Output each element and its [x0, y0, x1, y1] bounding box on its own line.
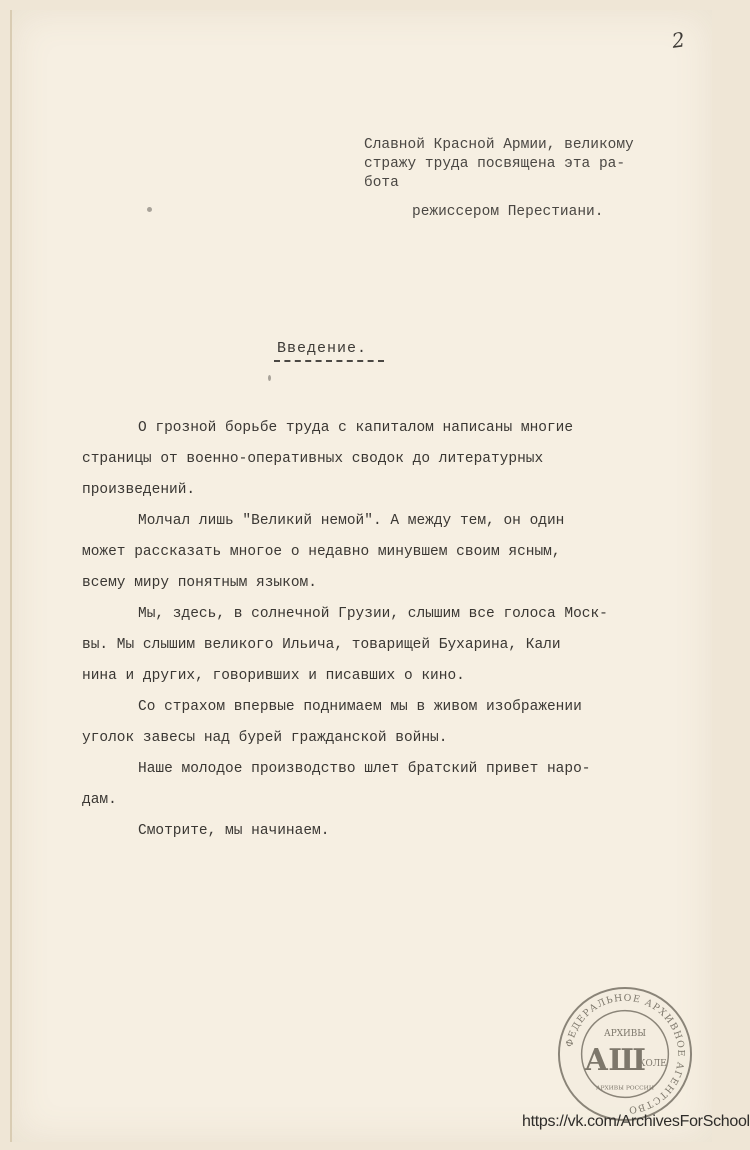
- body-line: О грозной борьбе труда с капиталом написаны многие: [138, 420, 574, 436]
- archive-stamp: [556, 985, 694, 1123]
- body-line: может рассказать многое о недавно минувшем своим ясным,: [82, 544, 561, 560]
- body-line: уголок завесы над бурей гражданской войны.: [82, 730, 448, 746]
- stamp-monogram: АШ: [584, 1041, 646, 1077]
- ink-speck: [268, 375, 271, 381]
- body-line: дам.: [82, 792, 117, 808]
- dedication-signature: режиссером Перестиани.: [412, 204, 604, 220]
- body-line: Со страхом впервые поднимаем мы в живом изображении: [138, 699, 582, 715]
- stamp-ring-text: ФЕДЕРАЛЬНОЕ АРХИВНОЕ АГЕНТСТВО: [564, 992, 687, 1116]
- dedication-line: стражу труда посвящена эта ра-: [364, 156, 626, 172]
- body-line: Молчал лишь "Великий немой". А между тем, он один: [138, 513, 565, 529]
- body-line: страницы от военно-оперативных сводок до литературных: [82, 451, 544, 467]
- stamp-bottom-text: АРХИВЫ РОССИИ: [596, 1085, 654, 1092]
- body-line: вы. Мы слышим великого Ильича, товарищей Бухарина, Кали: [82, 637, 561, 653]
- dedication-line: Славной Красной Армии, великому: [364, 137, 634, 153]
- dedication: [364, 136, 709, 222]
- watermark-url: https://vk.com/ArchivesForSchool: [522, 1113, 750, 1130]
- heading-underline: [274, 360, 384, 362]
- dedication-line: бота: [364, 175, 399, 191]
- body-line: Мы, здесь, в солнечной Грузии, слышим все голоса Моск-: [138, 606, 608, 622]
- body-line: всему миру понятным языком.: [82, 575, 317, 591]
- body-line: нина и других, говоривших и писавших о кино.: [82, 668, 465, 684]
- body-line: произведений.: [82, 482, 196, 498]
- body-text: [82, 413, 707, 847]
- stamp-right-text: КОЛЕ: [638, 1058, 667, 1069]
- section-heading: Введение.: [277, 340, 368, 357]
- body-line: Смотрите, мы начинаем.: [138, 823, 330, 839]
- document-page: [10, 10, 750, 1142]
- body-line: Наше молодое производство шлет братский привет наро-: [138, 761, 591, 777]
- ink-speck: [147, 207, 152, 212]
- page-number: 2: [670, 27, 687, 53]
- stamp-top-text: АРХИВЫ: [604, 1029, 646, 1040]
